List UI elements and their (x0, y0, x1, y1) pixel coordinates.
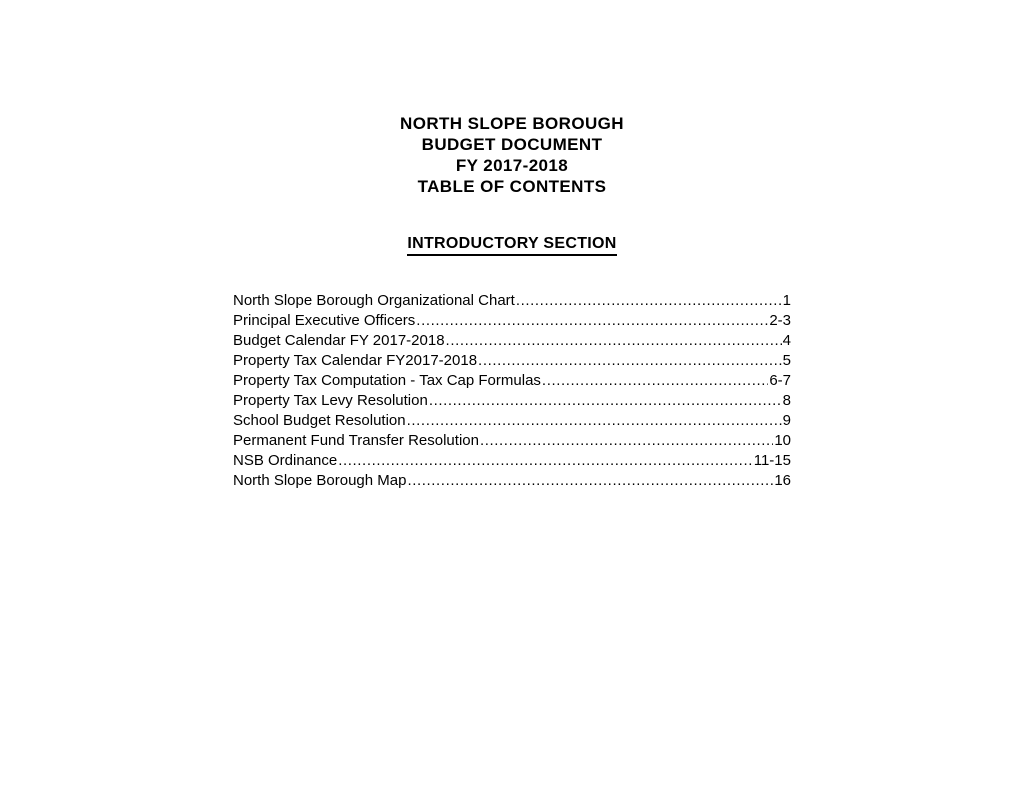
toc-entry-page: 10 (774, 432, 791, 449)
toc-entry-title: Property Tax Computation - Tax Cap Formulas (233, 372, 541, 389)
dot-leader (338, 451, 753, 471)
toc-entry (233, 311, 791, 331)
toc-entry-page: 4 (782, 332, 791, 349)
toc-entry (233, 351, 791, 371)
dot-leader (416, 311, 768, 331)
toc-entry-page: 9 (782, 412, 791, 429)
toc-entry-title: North Slope Borough Organizational Chart (233, 292, 515, 309)
dot-leader (446, 331, 782, 351)
toc-entry-title: NSB Ordinance (233, 452, 338, 469)
toc-entry-title: Property Tax Levy Resolution (233, 392, 428, 409)
toc-entry-title: North Slope Borough Map (233, 472, 407, 489)
toc-entry-page: 16 (774, 472, 791, 489)
toc-entry (233, 471, 791, 491)
document-title-line-4: TABLE OF CONTENTS (417, 177, 607, 196)
toc-entry-title: Property Tax Calendar FY2017-2018 (233, 352, 478, 369)
section-heading: INTRODUCTORY SECTION (407, 235, 616, 256)
document-title-block (0, 113, 1024, 197)
dot-leader (478, 351, 782, 371)
section-heading-wrap (0, 235, 1024, 256)
toc-entry-title: Budget Calendar FY 2017-2018 (233, 332, 445, 349)
table-of-contents (233, 291, 791, 491)
dot-leader (407, 411, 782, 431)
document-title-line-1: NORTH SLOPE BOROUGH (400, 114, 624, 133)
toc-entry-title: School Budget Resolution (233, 412, 406, 429)
toc-entry-page: 5 (782, 352, 791, 369)
toc-entry-page: 8 (782, 392, 791, 409)
dot-leader (429, 391, 782, 411)
toc-entry-page: 2-3 (769, 312, 791, 329)
document-title-line-2: BUDGET DOCUMENT (421, 135, 603, 154)
toc-entry-title: Permanent Fund Transfer Resolution (233, 432, 479, 449)
toc-entry-page: 6-7 (769, 372, 791, 389)
dot-leader (407, 471, 773, 491)
document-title-line-3: FY 2017-2018 (455, 156, 569, 175)
toc-entry-title: Principal Executive Officers (233, 312, 416, 329)
toc-entry-page: 11-15 (753, 452, 791, 469)
toc-entry (233, 371, 791, 391)
dot-leader (542, 371, 768, 391)
toc-entry (233, 291, 791, 311)
toc-entry-page: 1 (782, 292, 791, 309)
toc-entry (233, 451, 791, 471)
dot-leader (480, 431, 773, 451)
toc-entry (233, 411, 791, 431)
toc-entry (233, 391, 791, 411)
dot-leader (516, 291, 782, 311)
toc-entry (233, 331, 791, 351)
toc-entry (233, 431, 791, 451)
